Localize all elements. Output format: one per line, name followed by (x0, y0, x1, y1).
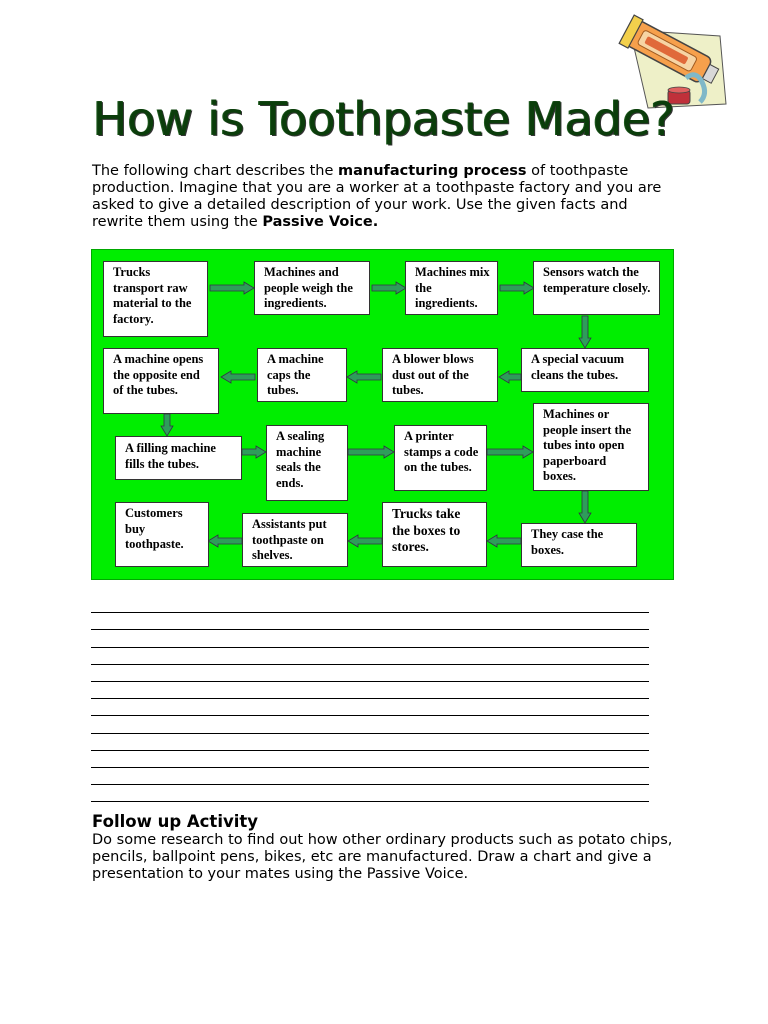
arrow-icon (348, 446, 394, 458)
step-box: A machine opens the opposite end of the tubes. (103, 348, 219, 414)
step-box: Machines or people insert the tubes into open paperboard boxes. (533, 403, 649, 491)
arrow-icon (348, 535, 382, 547)
arrow-icon (210, 282, 254, 294)
step-box: Sensors watch the temperature closely. (533, 261, 660, 315)
intro-paragraph (92, 163, 682, 231)
arrow-icon (242, 446, 266, 458)
answer-line[interactable] (91, 596, 649, 613)
answer-line[interactable] (91, 699, 649, 716)
step-box: A special vacuum cleans the tubes. (521, 348, 649, 392)
step-box: Machines mix the ingredients. (405, 261, 498, 315)
step-box: Customers buy toothpaste. (115, 502, 209, 567)
answer-line[interactable] (91, 648, 649, 665)
arrow-icon (161, 414, 173, 436)
intro-text-1: The following chart describes the (92, 163, 339, 179)
step-box: Assistants put toothpaste on shelves. (242, 513, 348, 567)
answer-line[interactable] (91, 665, 649, 682)
intro-bold-2: Passive Voice. (262, 214, 379, 230)
step-box: A blower blows dust out of the tubes. (382, 348, 498, 402)
step-box: A printer stamps a code on the tubes. (394, 425, 487, 491)
writing-lines (91, 596, 649, 802)
answer-line[interactable] (91, 734, 649, 751)
step-box: Machines and people weigh the ingredients. (254, 261, 370, 315)
step-box: They case the boxes. (521, 523, 637, 567)
step-box: A filling machine fills the tubes. (115, 436, 242, 480)
arrow-icon (499, 371, 521, 383)
step-box: Trucks transport raw material to the factory. (103, 261, 208, 337)
page-title: How is Toothpaste Made? (92, 92, 676, 146)
process-chart (91, 249, 674, 580)
answer-line[interactable] (91, 785, 649, 802)
arrow-icon (579, 316, 591, 348)
answer-line[interactable] (91, 630, 649, 647)
arrow-icon (221, 371, 255, 383)
answer-line[interactable] (91, 613, 649, 630)
answer-line[interactable] (91, 682, 649, 699)
answer-line[interactable] (91, 751, 649, 768)
follow-up-heading: Follow up Activity (92, 812, 259, 831)
arrow-icon (372, 282, 406, 294)
intro-bold-1: manufacturing process (338, 163, 527, 179)
arrow-icon (500, 282, 534, 294)
arrow-icon (208, 535, 242, 547)
step-box: Trucks take the boxes to stores. (382, 502, 487, 567)
answer-line[interactable] (91, 768, 649, 785)
arrow-icon (487, 535, 521, 547)
intro-text-2: of toothpaste production. Imagine that you are a worker at a toothpaste factory and you are asked to give a detailed description of your work. Use the given facts and rewrite them using the (92, 163, 662, 230)
step-box: A sealing machine seals the ends. (266, 425, 348, 501)
answer-line[interactable] (91, 716, 649, 733)
arrow-icon (347, 371, 381, 383)
follow-up-text: Do some research to find out how other ordinary products such as potato chips, pencils, ballpoint pens, bikes, etc are manufactured. Draw a chart and give a presentation to your mates using the Passive Voice. (92, 832, 673, 882)
arrow-icon (579, 491, 591, 523)
arrow-icon (487, 446, 533, 458)
step-box: A machine caps the tubes. (257, 348, 347, 402)
